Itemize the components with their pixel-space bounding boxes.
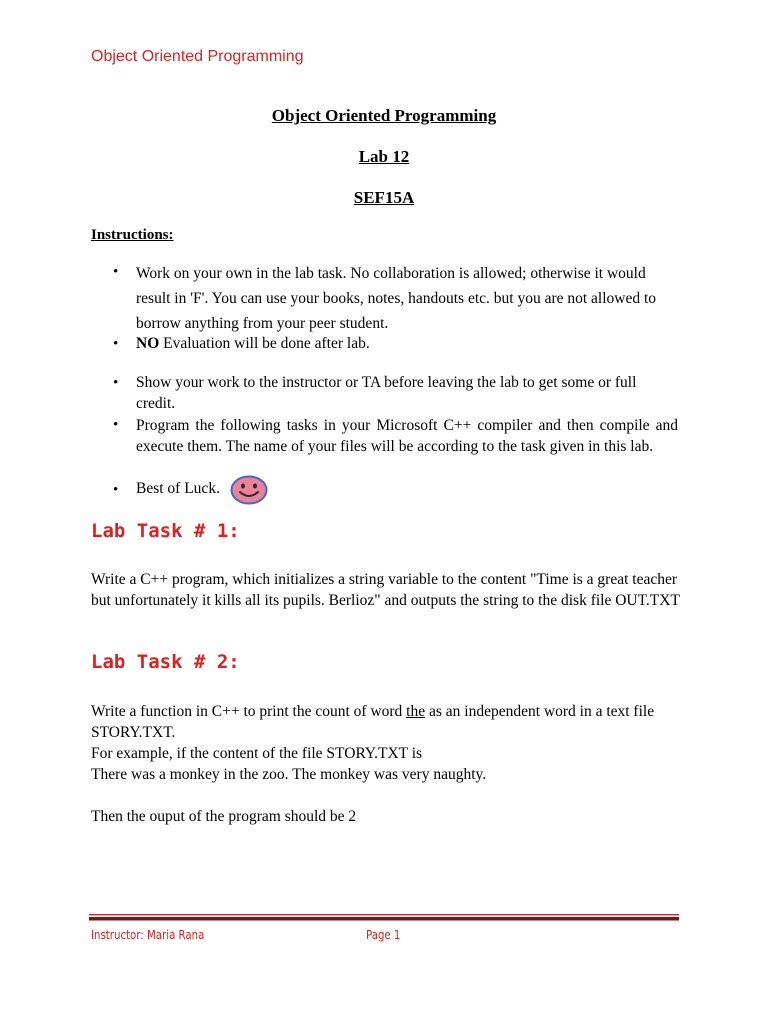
underlined-word: the [406, 703, 426, 720]
footer-divider [89, 914, 679, 922]
footer-instructor: Instructor: Maria Rana [91, 928, 205, 942]
footer-page-number: Page 1 [366, 928, 401, 942]
smiley-face-icon [230, 475, 268, 505]
emphasis-no: NO [136, 335, 160, 352]
instruction-bullet-2 [136, 333, 678, 355]
task-1-heading: Lab Task # 1: [91, 520, 240, 542]
header-title: Object Oriented Programming [91, 48, 304, 65]
task-2-line-2: For example, if the content of the file STORY.TXT is [91, 745, 423, 762]
task-2-line-3: There was a monkey in the zoo. The monkey was very naughty. [91, 766, 487, 783]
bullet-marker: • [113, 482, 119, 498]
doc-title: Object Oriented Programming [271, 106, 497, 125]
bullet-marker: • [113, 264, 119, 280]
bullet-marker: • [113, 375, 119, 391]
task-2-line-1-pre: Write a function in C++ to print the count of word [91, 703, 407, 720]
instruction-bullet-5: Best of Luck. [136, 480, 220, 497]
instruction-bullet-3: Show your work to the instructor or TA before leaving the lab to get some or full credit. [136, 374, 637, 412]
bullet-marker: • [113, 417, 119, 433]
section-code: SEF15A [353, 188, 415, 207]
task-1-body: Write a C++ program, which initializes a string variable to the content "Time is a great teacher but unfortunately it kills all its pupils. Berlioz" and outputs the string to the disk file OUT.TXT [91, 571, 680, 609]
bullet-marker: • [113, 336, 119, 352]
task-2-line-1-post: as an independent word in a text file STORY.TXT. [91, 703, 655, 741]
instructions-heading: Instructions: [91, 227, 174, 243]
task-2-heading: Lab Task # 2: [91, 651, 240, 673]
bullet-2-rest: Evaluation will be done after lab. [159, 335, 370, 352]
instruction-bullet-1: Work on your own in the lab task. No collaboration is allowed; otherwise it would result in 'F'. You can use your books, notes, handouts etc. but you are not allowed to borrow anything from your peer student. [136, 265, 657, 332]
lab-number: Lab 12 [358, 147, 410, 166]
instruction-bullet-4: Program the following tasks in your Microsoft C++ compiler and then compile and execute them. The name of your files will be according to the task given in this lab. [136, 417, 678, 455]
task-2-line-1 [91, 701, 681, 743]
task-2-line-4: Then the ouput of the program should be 2 [91, 808, 357, 825]
